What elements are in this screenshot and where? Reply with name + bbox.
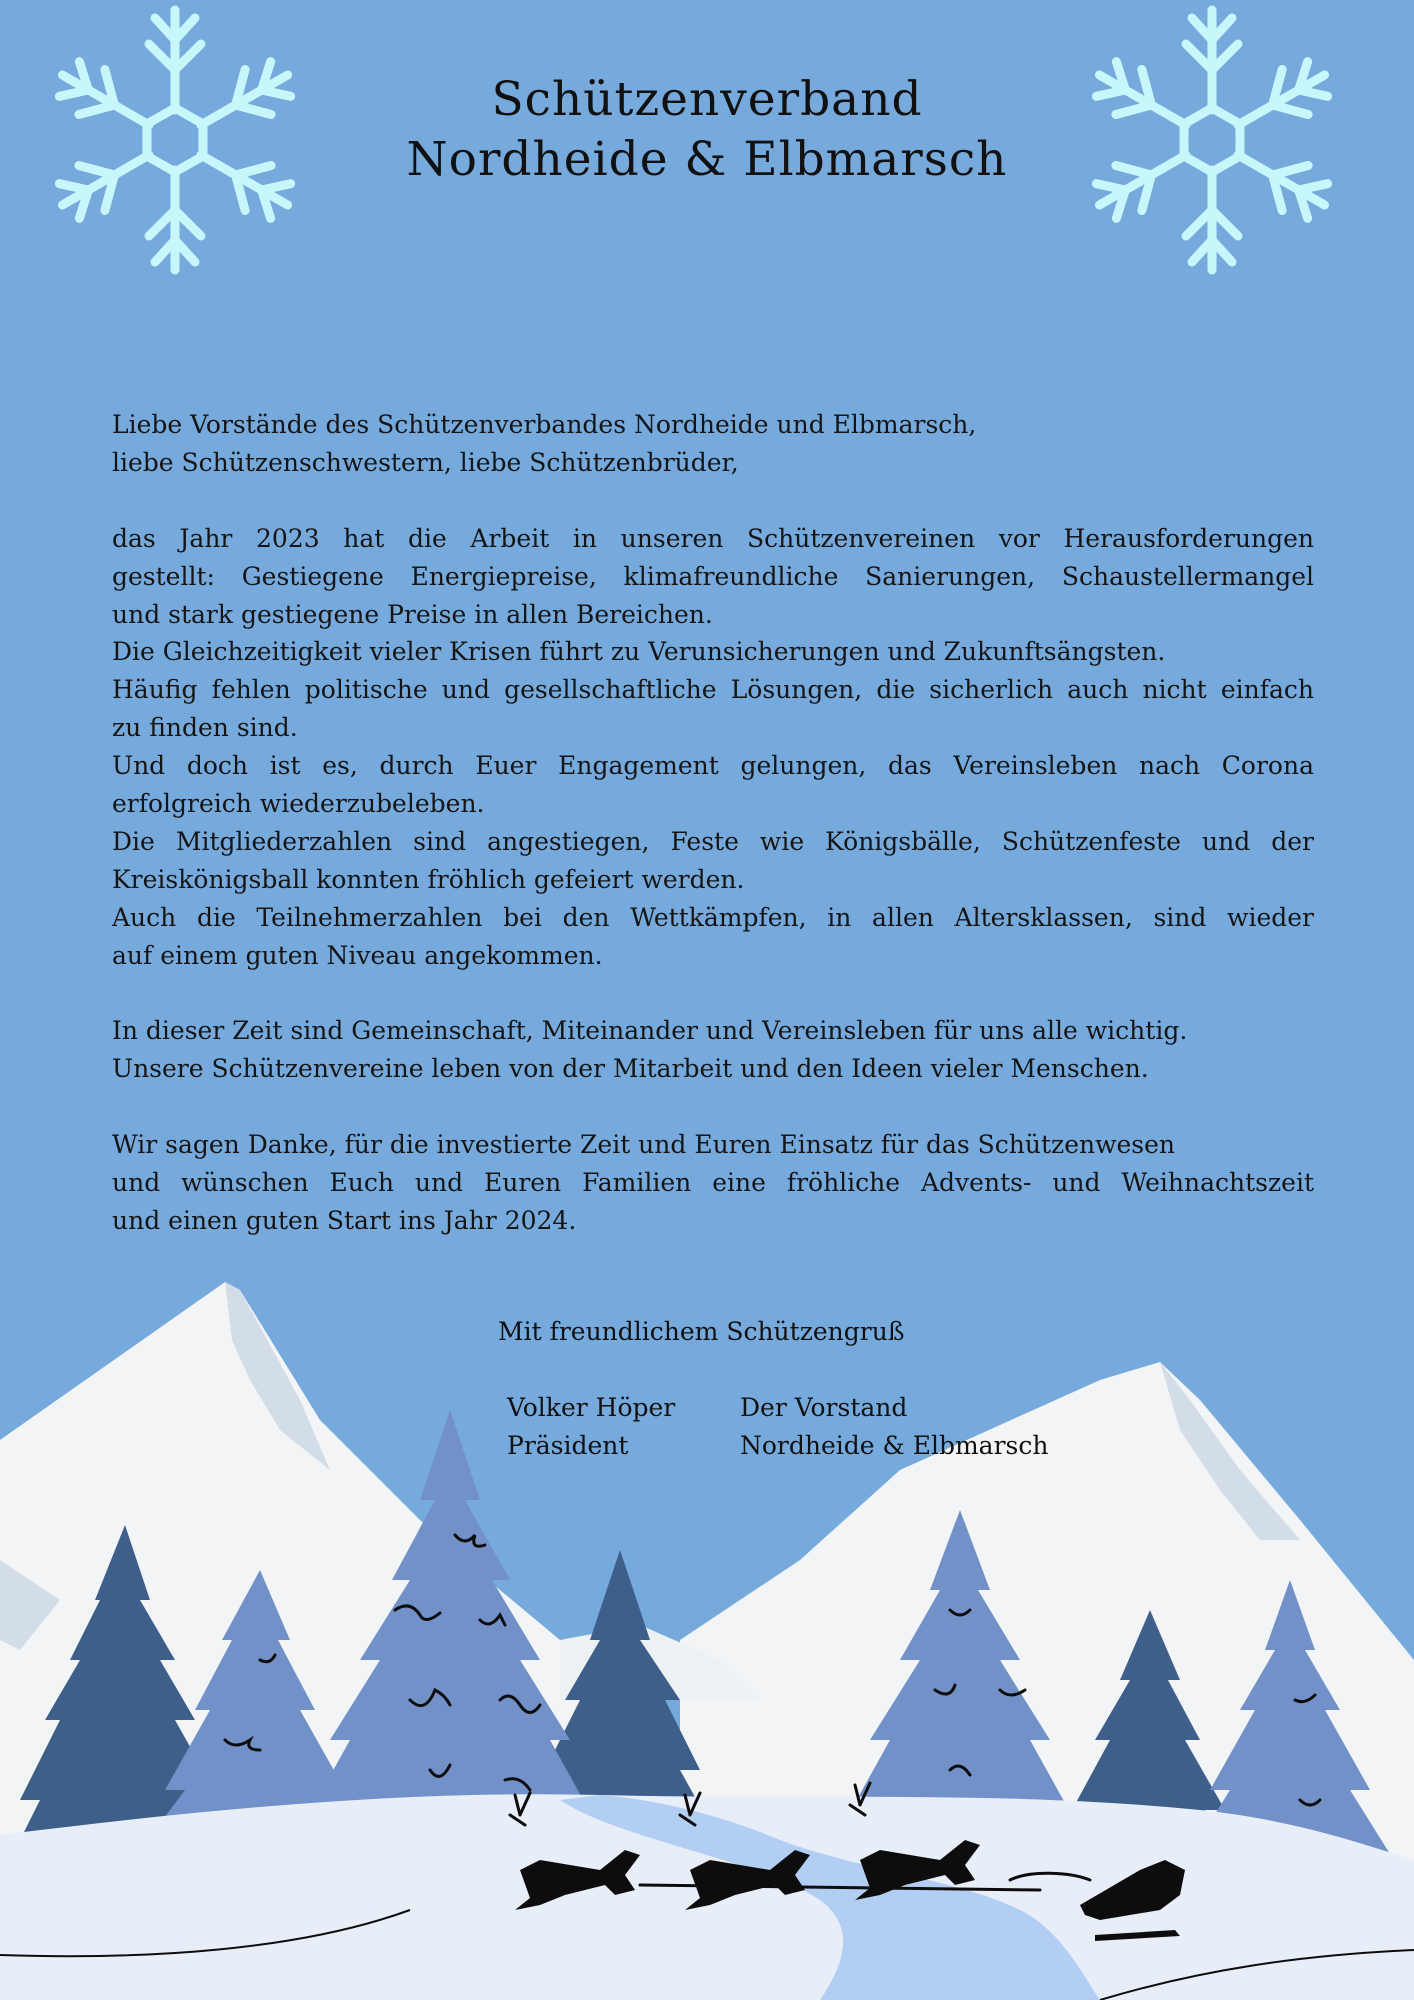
closing-greeting: Mit freundlichem Schützengruß xyxy=(498,1317,905,1346)
text-line: Kreiskönigsball konnten fröhlich gefeiert werden. xyxy=(112,864,745,894)
text-line: Liebe Vorstände des Schützenverbandes Nordheide und Elbmarsch, xyxy=(112,410,977,439)
text-line: und stark gestiegene Preise in allen Bereichen. xyxy=(112,599,713,629)
board-label: Der Vorstand xyxy=(740,1393,908,1422)
letter-body xyxy=(112,406,1314,1240)
text-line: und einen guten Start ins Jahr 2024. xyxy=(112,1205,577,1235)
text-line: erfolgreich wiederzubeleben. xyxy=(112,789,485,819)
text-line: auf einem guten Niveau angekommen. xyxy=(112,940,603,970)
text-line: das Jahr 2023 hat die Arbeit in unseren Schützenvereinen vor Herausforderungen xyxy=(112,523,1314,553)
text-line: gestellt: Gestiegene Energiepreise, klimafreundliche Sanierungen, Schaustellermangel xyxy=(112,561,1314,591)
text-line: und wünschen Euch und Euren Familien eine fröhliche Advents- und Weihnachtszeit xyxy=(112,1168,1314,1198)
salutation xyxy=(112,406,1314,482)
paragraph-3 xyxy=(112,1126,1314,1240)
text-line: zu finden sind. xyxy=(112,713,298,743)
signature-board xyxy=(740,1389,1048,1465)
title-line-2: Nordheide & Elbmarsch xyxy=(406,132,1008,187)
board-region: Nordheide & Elbmarsch xyxy=(740,1430,1049,1460)
text-line: In dieser Zeit sind Gemeinschaft, Miteinander und Vereinsleben für uns alle wichtig. xyxy=(112,1016,1188,1046)
text-line: Und doch ist es, durch Euer Engagement gelungen, das Vereinsleben nach Corona xyxy=(112,751,1314,781)
text-line: Unsere Schützenvereine leben von der Mitarbeit und den Ideen vieler Menschen. xyxy=(112,1054,1149,1084)
text-line: liebe Schützenschwestern, liebe Schützenbrüder, xyxy=(112,447,739,477)
title-line-1: Schützenverband xyxy=(491,72,923,127)
paragraph-1 xyxy=(112,520,1314,975)
text-line: Häufig fehlen politische und gesellschaftliche Lösungen, die sicherlich auch nicht einfach xyxy=(112,675,1314,705)
text-line: Wir sagen Danke, für die investierte Zeit und Euren Einsatz für das Schützenwesen xyxy=(112,1130,1176,1160)
signatory-role: Präsident xyxy=(507,1430,629,1460)
text-line: Auch die Teilnehmerzahlen bei den Wettkämpfen, in allen Altersklassen, sind wieder xyxy=(112,902,1314,932)
paragraph-2 xyxy=(112,1012,1314,1088)
signatory-name: Volker Höper xyxy=(507,1393,676,1422)
signature-president xyxy=(507,1389,675,1465)
text-line: Die Gleichzeitigkeit vieler Krisen führt zu Verunsicherungen und Zukunftsängsten. xyxy=(112,637,1166,667)
text-line: Die Mitgliederzahlen sind angestiegen, Feste wie Königsbälle, Schützenfeste und der xyxy=(112,826,1314,856)
